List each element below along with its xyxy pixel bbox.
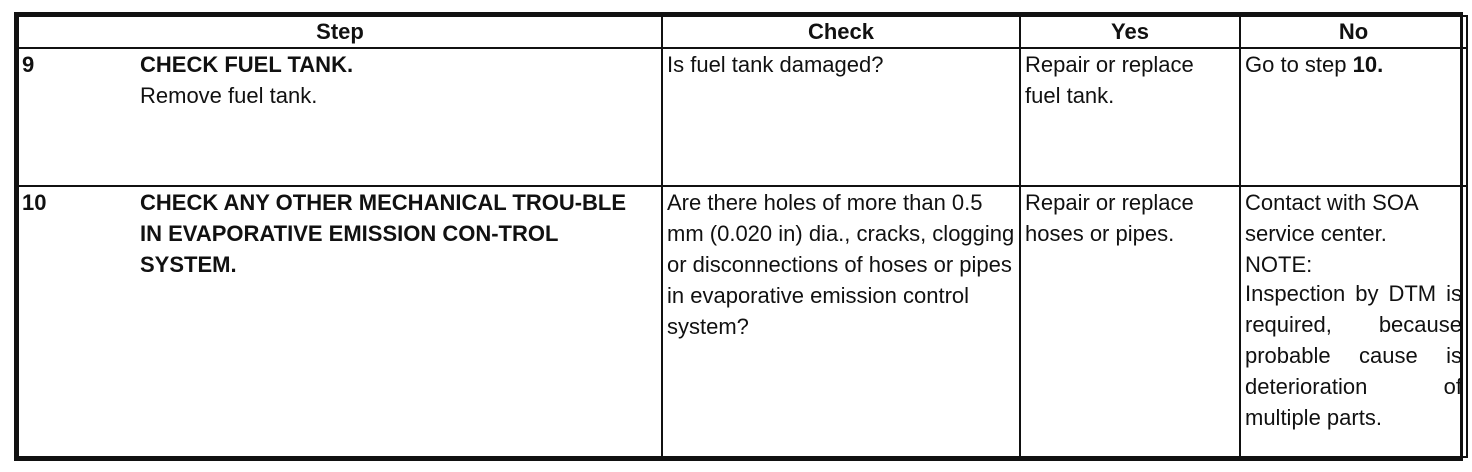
- note-label: NOTE:: [1245, 252, 1313, 277]
- step-description: [140, 186, 662, 457]
- no-main-text: Contact with SOA service center.: [1245, 190, 1418, 246]
- yes-cell: Repair or replace fuel tank.: [1020, 48, 1240, 186]
- step-number: 9: [18, 48, 140, 186]
- no-step-ref: 10.: [1352, 52, 1384, 77]
- header-step: Step: [18, 16, 662, 48]
- check-cell: Are there holes of more than 0.5 mm (0.020 in) dia., cracks, clogging or disconnections of hoses or pipes in evaporative emission control system?: [662, 186, 1020, 457]
- note-text: Inspection by DTM is required, because probable cause is deterioration of multiple parts.: [1245, 281, 1462, 430]
- yes-cell: Repair or replace hoses or pipes.: [1020, 186, 1240, 457]
- no-cell: [1240, 186, 1467, 457]
- step-detail: Remove fuel tank.: [140, 83, 318, 108]
- no-cell: [1240, 48, 1467, 186]
- header-check: Check: [662, 16, 1020, 48]
- diagnostic-table-container: [14, 12, 1463, 461]
- diagnostic-table: [17, 15, 1468, 458]
- step-title: CHECK FUEL TANK.: [140, 52, 354, 77]
- header-no: No: [1240, 16, 1467, 48]
- step-description: [140, 48, 662, 186]
- table-row-step-9: [18, 48, 1467, 186]
- step-number: 10: [18, 186, 140, 457]
- step-title: CHECK ANY OTHER MECHANICAL TROU-BLE IN EVAPORATIVE EMISSION CON-TROL SYSTEM.: [140, 190, 627, 277]
- no-prefix: Go to step: [1245, 52, 1353, 77]
- table-row-step-10: [18, 186, 1467, 457]
- table-header-row: [18, 16, 1467, 48]
- check-cell: Is fuel tank damaged?: [662, 48, 1020, 186]
- header-yes: Yes: [1020, 16, 1240, 48]
